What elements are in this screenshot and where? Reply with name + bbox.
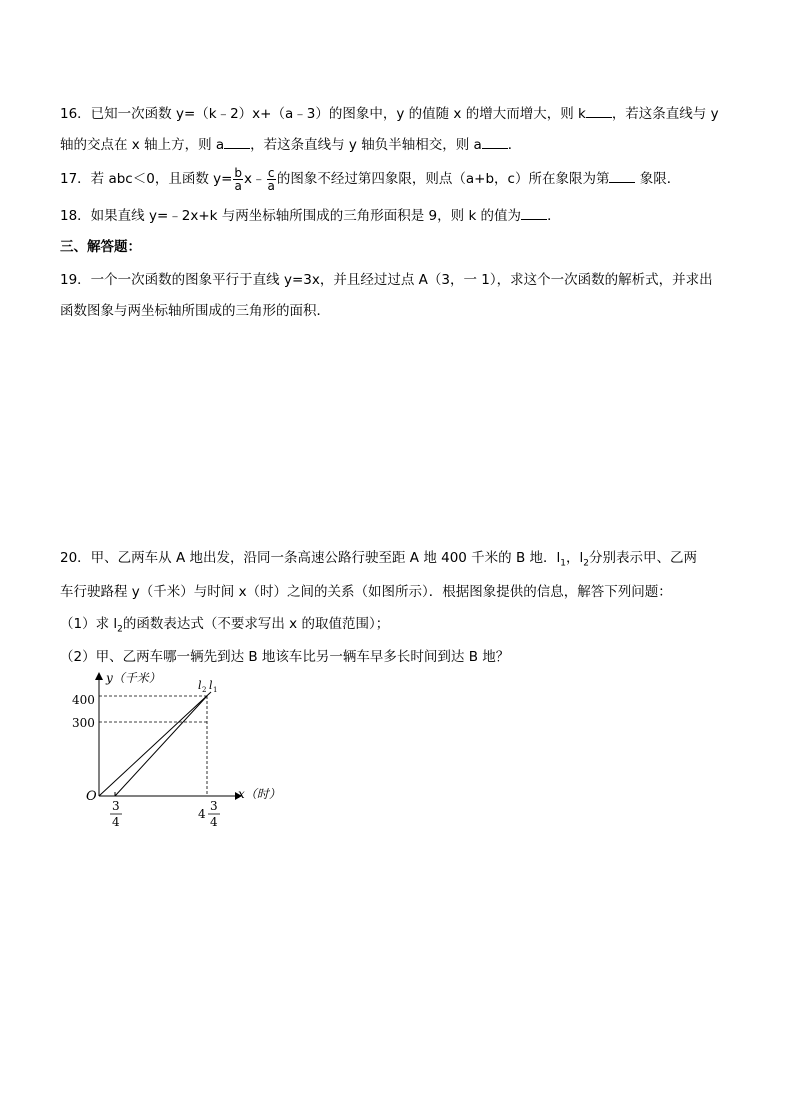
frac-den: a bbox=[234, 178, 242, 193]
section-heading: 三、解答题： bbox=[60, 239, 141, 255]
label-l1-sub: 1 bbox=[213, 686, 218, 694]
q18-text: 18．如果直线 y=﹣2x+k 与两坐标轴所围成的三角形面积是 9，则 k 的值为 bbox=[60, 208, 522, 224]
q16-text: ，若这条直线与 y 轴负半轴相交，则 a bbox=[250, 137, 482, 153]
question-20-line-4: （2）甲、乙两车哪一辆先到达 B 地该车比另一辆车早多长时间到达 B 地？ bbox=[60, 649, 510, 665]
frac-den: a bbox=[267, 178, 275, 193]
answer-blank[interactable] bbox=[482, 135, 508, 149]
x-tick-4-3-4-num: 3 bbox=[210, 799, 218, 813]
question-19-line-1: 19．一个一次函数的图象平行于直线 y=3x，并且经过过点 A（3，一 1），求这个一次函数的解析式，并求出 bbox=[60, 272, 713, 288]
question-20-line-2: 车行驶路程 y（千米）与时间 x（时）之间的关系（如图所示）．根据图象提供的信息，解答下列问题： bbox=[60, 584, 672, 600]
answer-blank[interactable] bbox=[521, 206, 547, 220]
q16-text: ，若这条直线与 y bbox=[611, 106, 719, 122]
x-tick-4-3-4-whole: 4 bbox=[198, 807, 206, 821]
q20-text: 分别表示甲、乙两 bbox=[589, 550, 697, 566]
subscript: 1 bbox=[560, 558, 566, 569]
label-l2-sub: 2 bbox=[202, 686, 207, 694]
distance-time-graph bbox=[70, 668, 290, 838]
q16-text: 16．已知一次函数 y=（k﹣2）x+（a﹣3）的图象中，y 的值随 x 的增大而增大，则 k bbox=[60, 106, 586, 122]
answer-blank[interactable] bbox=[586, 104, 612, 118]
line-l2 bbox=[115, 696, 207, 796]
subscript: 2 bbox=[117, 624, 123, 635]
fraction-c-over-a bbox=[267, 167, 276, 192]
answer-blank[interactable] bbox=[609, 169, 635, 183]
line-l1 bbox=[99, 692, 211, 796]
q17-text: x﹣ bbox=[244, 171, 266, 187]
question-17 bbox=[60, 164, 680, 194]
y-tick-300: 300 bbox=[72, 716, 95, 730]
y-axis-label: y（千米） bbox=[106, 671, 161, 685]
fraction-b-over-a bbox=[233, 167, 243, 192]
q20-text: （1）求 l bbox=[60, 616, 118, 632]
question-16-line-1 bbox=[60, 104, 719, 123]
q20-text: 的函数表达式（不要求写出 x 的取值范围）； bbox=[122, 616, 390, 632]
frac-num: c bbox=[267, 165, 275, 180]
question-20-line-1 bbox=[60, 549, 697, 573]
x-tick-3-4-den: 4 bbox=[112, 815, 120, 829]
answer-blank[interactable] bbox=[224, 135, 250, 149]
q17-text: 的图象不经过第四象限，则点（a+b，c）所在象限为第 bbox=[276, 171, 610, 187]
subscript: 2 bbox=[583, 558, 589, 569]
question-16-line-2 bbox=[60, 135, 521, 154]
question-18 bbox=[60, 206, 561, 225]
q20-text: 20．甲、乙两车从 A 地出发，沿同一条高速公路行驶至距 A 地 400 千米的 B 地．l bbox=[60, 550, 561, 566]
label-l2: l bbox=[198, 679, 202, 692]
q20-text: ，l bbox=[566, 550, 584, 566]
q16-text: 轴的交点在 x 轴上方，则 a bbox=[60, 137, 225, 153]
q17-text: 17．若 abc＜0，且函数 y= bbox=[60, 171, 233, 187]
q18-text: ． bbox=[547, 208, 561, 224]
question-20-line-3 bbox=[60, 615, 389, 639]
question-19-line-2: 函数图象与两坐标轴所围成的三角形的面积． bbox=[60, 303, 330, 319]
origin-label: O bbox=[86, 789, 97, 804]
x-tick-4-3-4-den: 4 bbox=[210, 815, 218, 829]
label-l1: l bbox=[209, 679, 213, 692]
q16-text: ． bbox=[507, 137, 522, 153]
frac-num: b bbox=[234, 165, 243, 180]
y-axis-arrow bbox=[95, 672, 103, 680]
y-tick-400: 400 bbox=[72, 693, 95, 707]
q17-text: 象限． bbox=[635, 171, 681, 187]
x-tick-3-4-num: 3 bbox=[112, 799, 120, 813]
x-axis-label: x（时） bbox=[238, 787, 281, 801]
